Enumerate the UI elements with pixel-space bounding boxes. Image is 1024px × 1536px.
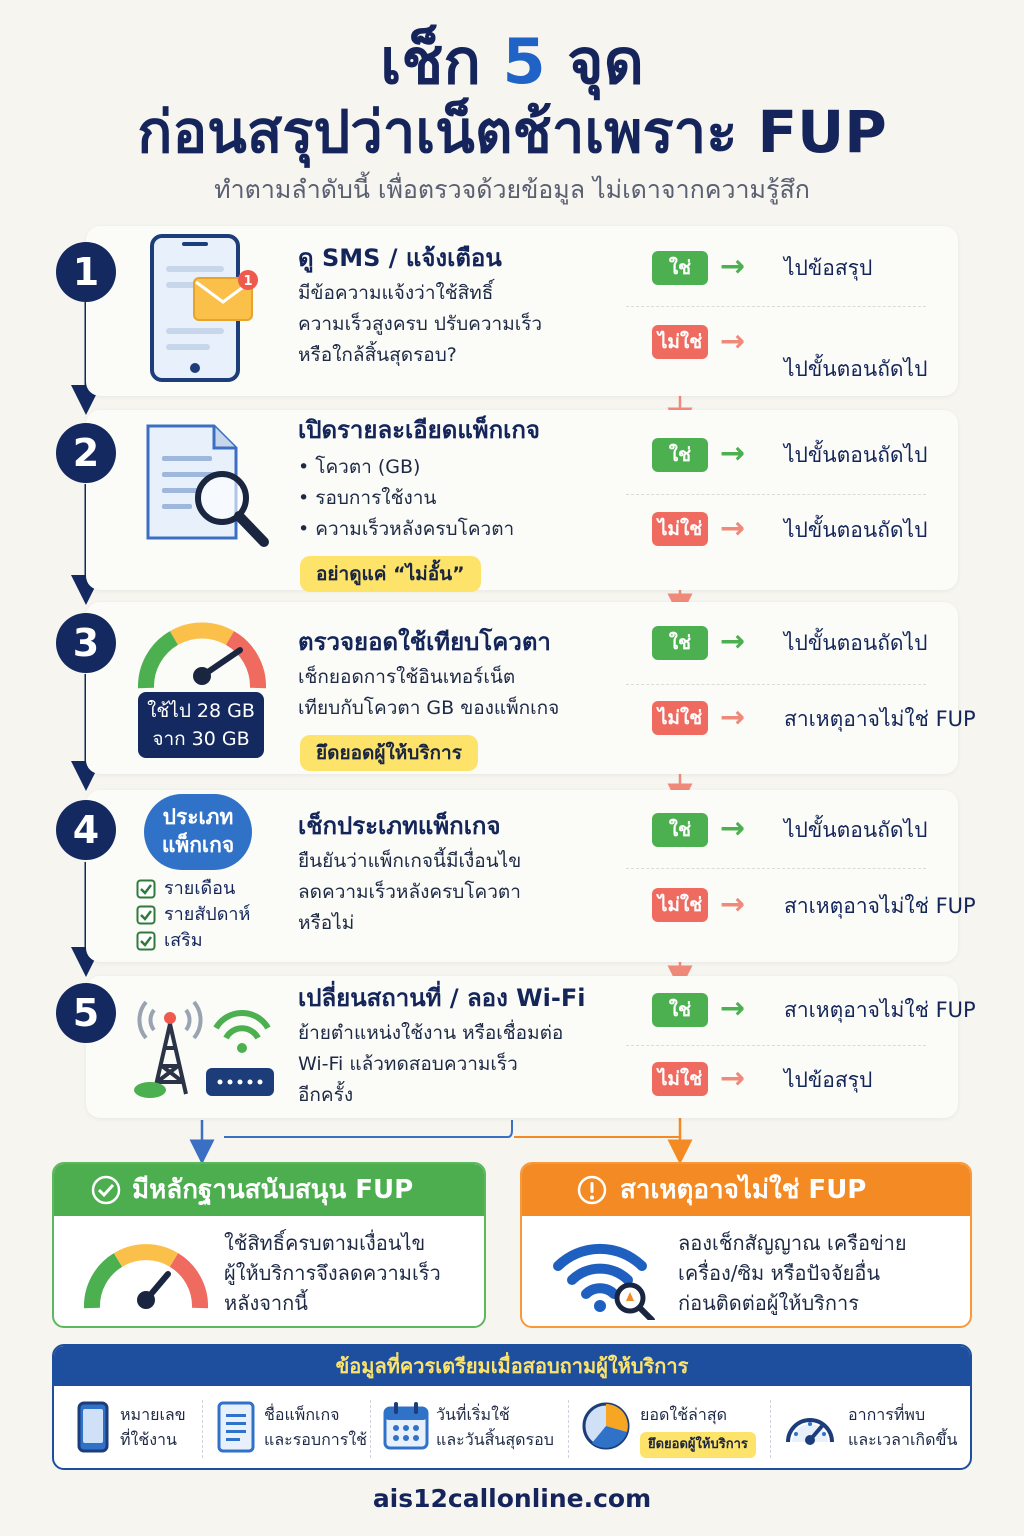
package-type-list (136, 876, 250, 954)
divider (626, 306, 926, 307)
prepare-item-2: ชื่อแพ็กเกจ และรอบการใช้ (264, 1405, 368, 1449)
step-2-highlight: อย่าดูแค่ “ไม่อั้น” (300, 556, 481, 592)
step-1-no: ไม่ใช่ (652, 325, 708, 359)
prepare-panel (52, 1344, 972, 1470)
divider (626, 684, 926, 685)
step-4-yes: ใช่ (652, 813, 708, 847)
prepare-item-4: ยอดใช้ล่าสุด (640, 1405, 727, 1424)
conclusion-not-fup-header (522, 1164, 970, 1216)
package-type-line-2: แพ็กเกจ (161, 833, 235, 857)
step-2-yes-result: ไปขั้นตอนถัดไป (784, 443, 928, 467)
step-2-bullets (298, 452, 514, 545)
step-3-no: ไม่ใช่ (652, 701, 708, 735)
divider (626, 494, 926, 495)
arrow-right-icon: → (720, 249, 746, 284)
step-5-yes-result: สาเหตุอาจไม่ใช่ FUP (784, 998, 976, 1022)
step-number-2: 2 (56, 423, 116, 483)
usage-readout (138, 692, 264, 758)
prepare-title: ข้อมูลที่ควรเตรียมเมื่อสอบถามผู้ให้บริการ (54, 1346, 970, 1386)
arrow-right-icon: → (720, 511, 746, 546)
step-3-no-result: สาเหตุอาจไม่ใช่ FUP (784, 707, 976, 731)
step-2-yes: ใช่ (652, 438, 708, 472)
conclusion-not-fup-title: สาเหตุอาจไม่ใช่ FUP (620, 1175, 867, 1205)
step-4-yes-result: ไปขั้นตอนถัดไป (784, 818, 928, 842)
arrow-right-icon: → (720, 700, 746, 735)
arrow-right-icon: → (720, 436, 746, 471)
divider (770, 1400, 771, 1458)
prepare-item-5: อาการที่พบ และเวลาเกิดขึ้น (848, 1405, 958, 1449)
title-prefix: เช็ก (380, 25, 481, 98)
step-3-text (298, 662, 559, 724)
divider (370, 1400, 371, 1458)
step-2-title: เปิดรายละเอียดแพ็กเกจ (298, 416, 540, 444)
notification-badge: 1 (243, 274, 253, 289)
divider (202, 1400, 203, 1458)
check-circle-icon (90, 1174, 122, 1206)
usage-used: ใช้ไป 28 GB (147, 700, 255, 722)
step-1-title: ดู SMS / แจ้งเตือน (298, 244, 502, 272)
arrow-right-icon: → (720, 1061, 746, 1096)
step-5-title: เปลี่ยนสถานที่ / ลอง Wi-Fi (298, 984, 586, 1012)
package-type-option: รายเดือน (136, 876, 250, 902)
step-1-yes-result: ไปข้อสรุป (784, 256, 873, 280)
step-1-line-3: หรือใกล้สิ้นสุดรอบ? (298, 344, 457, 366)
step-4-title: เช็กประเภทแพ็กเกจ (298, 812, 501, 840)
document-search-icon (140, 420, 272, 552)
step-2-no-result: ไปขั้นตอนถัดไป (784, 518, 928, 542)
step-3-yes: ใช่ (652, 626, 708, 660)
package-type-bubble (144, 794, 252, 870)
step-5-line-1: ย้ายตำแหน่งใช้งาน หรือเชื่อมต่อ (298, 1022, 564, 1044)
step-number-5: 5 (56, 983, 116, 1043)
step-3-line-2: เทียบกับโควตา GB ของแพ็กเกจ (298, 697, 560, 719)
conclusion-fup-title: มีหลักฐานสนับสนุน FUP (132, 1175, 414, 1205)
step-3-title: ตรวจยอดใช้เทียบโควตา (298, 628, 551, 656)
speedometer-icon (782, 1402, 838, 1448)
arrow-right-icon: → (720, 887, 746, 922)
document-icon (216, 1400, 256, 1454)
step-2-bullet-2: • รอบการใช้งาน (298, 487, 437, 509)
step-5-line-2: Wi-Fi แล้วทดสอบความเร็ว (298, 1053, 518, 1075)
conclusion-fup-box (52, 1162, 486, 1328)
step-5-no-result: ไปข้อสรุป (784, 1068, 873, 1092)
step-5-yes: ใช่ (652, 993, 708, 1027)
step-3-highlight: ยึดยอดผู้ให้บริการ (300, 735, 478, 771)
step-2-bullet-1: • โควตา (GB) (298, 456, 421, 478)
checkbox-checked-icon (136, 931, 156, 951)
phone-message-icon (140, 232, 264, 384)
step-2-bullet-3: • ความเร็วหลังครบโควตา (298, 518, 515, 540)
footer-website: ais12callonline.com (372, 1484, 652, 1513)
checkbox-checked-icon (136, 879, 156, 899)
calendar-icon (382, 1400, 430, 1452)
step-number-1: 1 (56, 242, 116, 302)
title-suffix: จุด (567, 25, 644, 98)
step-1-line-1: มีข้อความแจ้งว่าใช้สิทธิ์ (298, 282, 494, 304)
step-1-no-result: ไปขั้นตอนถัดไป (784, 357, 928, 381)
conclusion-fup-header (54, 1164, 484, 1216)
step-4-line-1: ยืนยันว่าแพ็กเกจนี้มีเงื่อนไข (298, 850, 522, 872)
step-5-line-3: อีกครั้ง (298, 1084, 354, 1106)
prepare-item-1: หมายเลข ที่ใช้งาน (120, 1405, 186, 1449)
speedometer-icon (82, 1230, 210, 1314)
page-title-line2: ก่อนสรุปว่าเน็ตช้าเพราะ FUP (137, 98, 887, 166)
step-3-yes-result: ไปขั้นตอนถัดไป (784, 631, 928, 655)
step-5-text (298, 1018, 563, 1111)
pie-chart-icon (580, 1400, 632, 1452)
title-number: 5 (502, 25, 546, 98)
step-number-3: 3 (56, 613, 116, 673)
step-4-no-result: สาเหตุอาจไม่ใช่ FUP (784, 894, 976, 918)
divider (626, 1045, 926, 1046)
page-subtitle: ทำตามลำดับนี้ เพื่อตรวจด้วยข้อมูล ไม่เดาจากความรู้สึก (214, 175, 810, 204)
step-4-line-2: ลดความเร็วหลังครบโควตา (298, 881, 521, 903)
step-1-yes: ใช่ (652, 251, 708, 285)
step-4-line-3: หรือไม่ (298, 912, 355, 934)
alert-circle-icon (576, 1174, 608, 1206)
connector-bracket (224, 1120, 512, 1137)
checkbox-checked-icon (136, 905, 156, 925)
conclusion-fup-text: ใช้สิทธิ์ครบตามเงื่อนไข ผู้ให้บริการจึงลดความเร็ว หลังจากนี้ (224, 1231, 441, 1315)
package-type-option: เสริม (136, 928, 250, 954)
phone-icon (76, 1400, 110, 1454)
prepare-item-4-tag: ยึดยอดผู้ให้บริการ (640, 1432, 756, 1458)
divider (568, 1400, 569, 1458)
arrow-right-icon: → (720, 991, 746, 1026)
step-number-4: 4 (56, 800, 116, 860)
step-1-line-2: ความเร็วสูงครบ ปรับความเร็ว (298, 313, 543, 335)
step-2-no: ไม่ใช่ (652, 512, 708, 546)
tower-wifi-router-icon (128, 982, 278, 1100)
arrow-right-icon: → (720, 811, 746, 846)
step-4-no: ไม่ใช่ (652, 888, 708, 922)
package-type-option: รายสัปดาห์ (136, 902, 250, 928)
speedometer-icon (134, 608, 270, 698)
arrow-right-icon: → (720, 624, 746, 659)
step-3-line-1: เช็กยอดการใช้อินเทอร์เน็ต (298, 666, 516, 688)
package-type-line-1: ประเภท (162, 805, 234, 829)
wifi-search-icon (552, 1230, 668, 1320)
usage-quota: จาก 30 GB (152, 728, 250, 750)
prepare-item-3: วันที่เริ่มใช้ และวันสิ้นสุดรอบ (436, 1405, 554, 1449)
step-1-text (298, 278, 542, 371)
conclusion-not-fup-text: ลองเช็กสัญญาณ เครือข่าย เครื่อง/ซิม หรือปัจจัยอื่น ก่อนติดต่อผู้ให้บริการ (678, 1231, 907, 1315)
divider (626, 868, 926, 869)
conclusion-not-fup-box (520, 1162, 972, 1328)
step-5-no: ไม่ใช่ (652, 1062, 708, 1096)
arrow-right-icon: → (720, 324, 746, 359)
step-4-text (298, 846, 521, 939)
